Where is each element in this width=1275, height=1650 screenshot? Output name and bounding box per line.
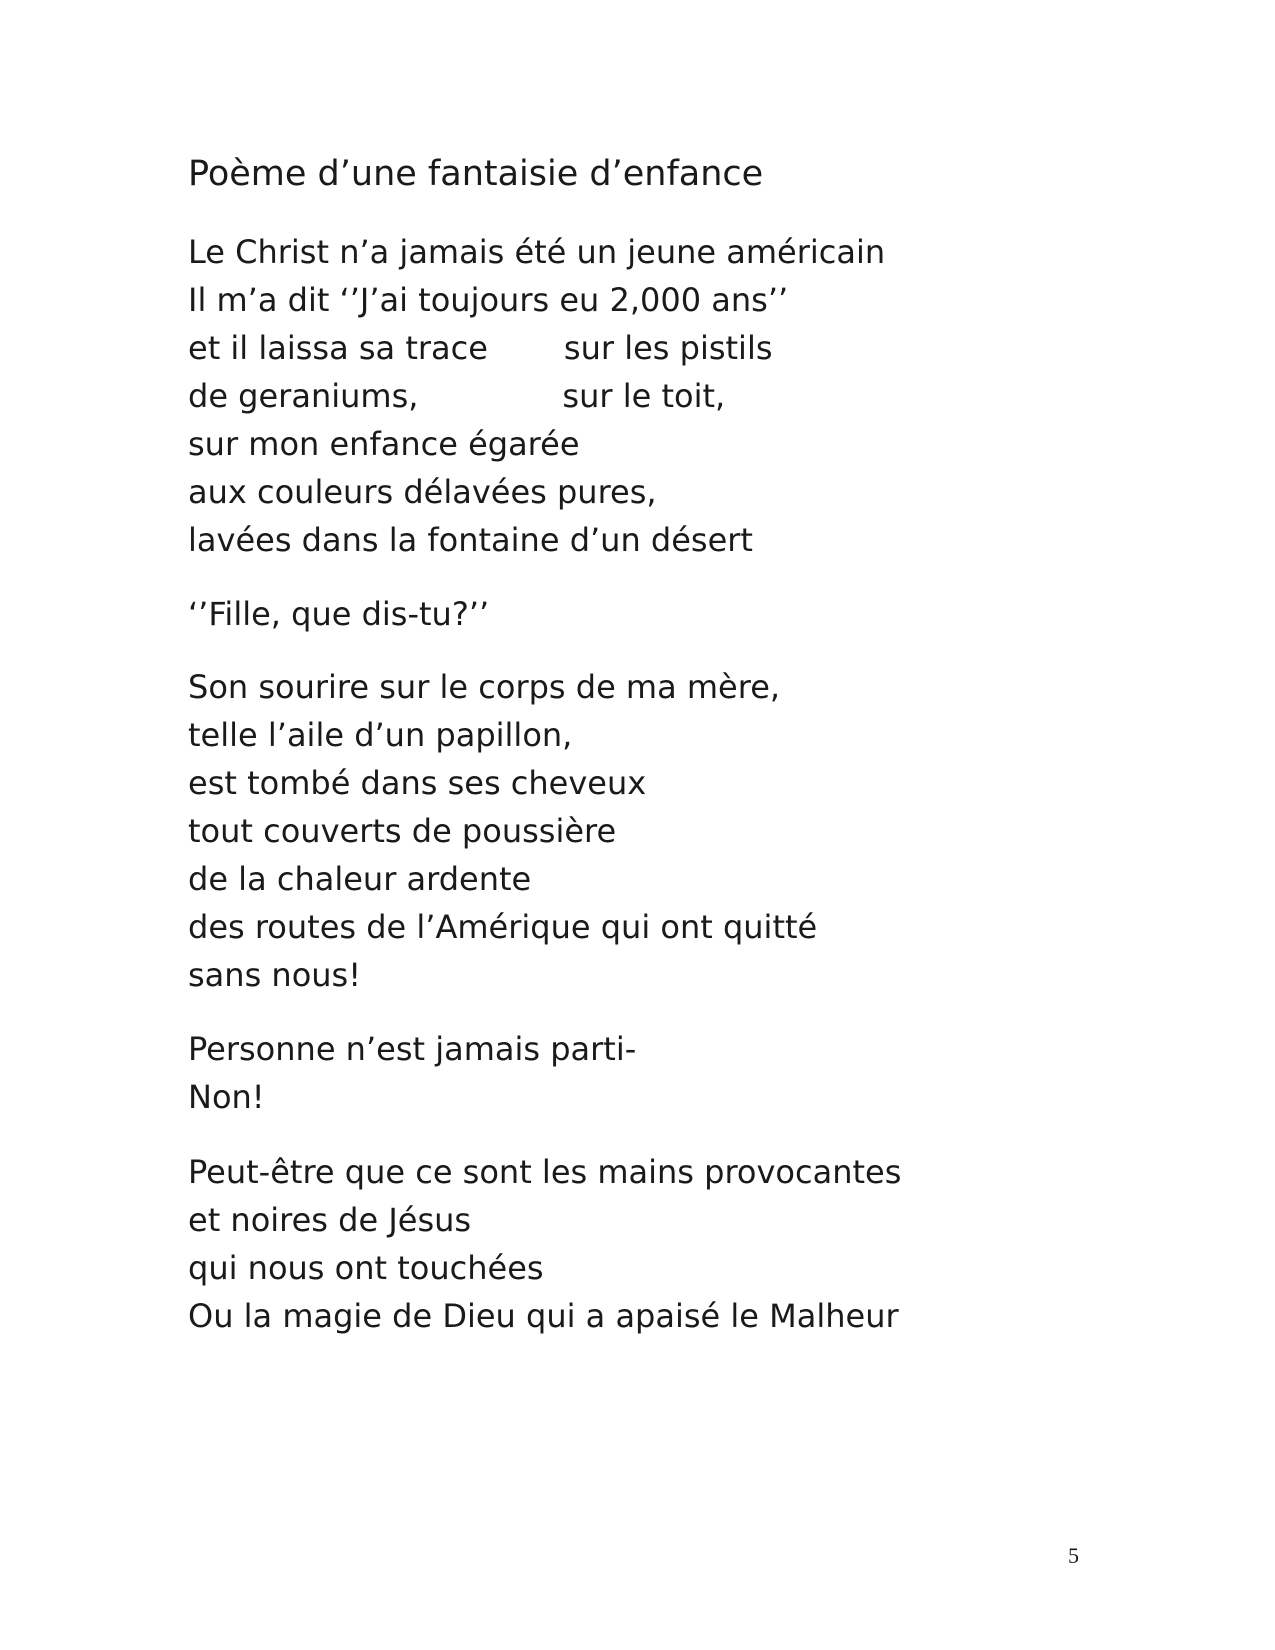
poem-line: sur mon enfance égarée [188, 425, 580, 463]
poem-line: sans nous! [188, 956, 362, 994]
poem-line-split [188, 372, 885, 420]
poem-line: lavées dans la fontaine d’un désert [188, 521, 753, 559]
stanza-4 [188, 1025, 636, 1121]
poem-title: Poème d’une fantaisie d’enfance [188, 154, 764, 194]
poem-line: ‘’Fille, que dis-tu?’’ [188, 595, 490, 633]
poem-line: Le Christ n’a jamais été un jeune américain [188, 233, 886, 271]
poem-line-split [188, 324, 885, 372]
poem-line: Peut-être que ce sont les mains provocantes [188, 1153, 902, 1191]
poem-line: Personne n’est jamais parti- [188, 1030, 637, 1068]
poem-line: Il m’a dit ‘’J’ai toujours eu 2,000 ans’’ [188, 281, 789, 319]
poem-line-part: et il laissa sa trace [188, 329, 488, 367]
stanza-3 [188, 663, 817, 999]
stanza-5 [188, 1148, 901, 1340]
poem-line-part: de geraniums, [188, 377, 419, 415]
poem-line: qui nous ont touchées [188, 1249, 544, 1287]
poem-line: de la chaleur ardente [188, 860, 532, 898]
poem-line: est tombé dans ses cheveux [188, 764, 647, 802]
poem-line: et noires de Jésus [188, 1201, 472, 1239]
poem-line: Son sourire sur le corps de ma mère, [188, 668, 781, 706]
poem-line: Non! [188, 1078, 265, 1116]
poem-line-part: sur les pistils [563, 329, 773, 367]
stanza-2 [188, 590, 489, 638]
poem-line: telle l’aile d’un papillon, [188, 716, 573, 754]
stanza-1 [188, 228, 885, 564]
poem-line: tout couverts de poussière [188, 812, 617, 850]
page-number: 5 [1068, 1543, 1079, 1568]
poem-line: aux couleurs délavées pures, [188, 473, 657, 511]
poem-line-part: sur le toit, [562, 377, 726, 415]
poem-line: Ou la magie de Dieu qui a apaisé le Malheur [188, 1297, 899, 1335]
poem-line: des routes de l’Amérique qui ont quitté [188, 908, 818, 946]
